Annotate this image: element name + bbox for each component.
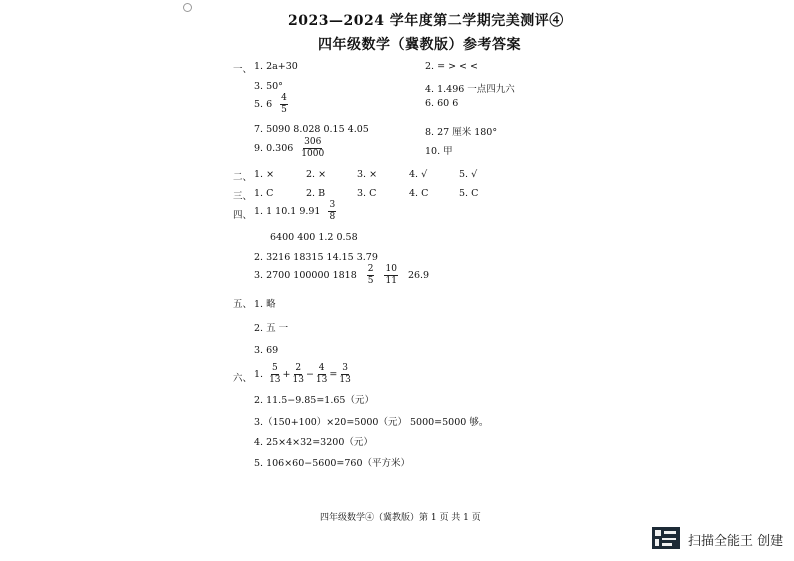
s1-q3: 3. 50°: [254, 81, 283, 92]
operator-equals: =: [329, 369, 338, 380]
s4-q3: [254, 264, 429, 287]
fraction-numerator: 5: [271, 363, 278, 373]
scanner-logo-icon: [652, 527, 680, 549]
s3-item: 1. C: [254, 188, 274, 199]
operator-plus: +: [282, 369, 291, 380]
s6-q5: 5. 106×60−5600=760（平方米）: [254, 458, 410, 469]
s1-q5: [254, 93, 288, 116]
s1-q8: 8. 27 厘米 180°: [425, 127, 498, 138]
s1-q9-fraction: [301, 137, 324, 160]
s4-q3-fraction-1: [367, 264, 375, 287]
fraction-denominator: 13: [292, 375, 304, 385]
s6-q1-fraction-c: [316, 363, 327, 386]
s2-item: 5. √: [459, 169, 478, 180]
section-2-label: 二、: [233, 172, 253, 183]
s6-q2: 2. 11.5−9.85=1.65（元）: [254, 395, 374, 406]
s1-q2: 2. = > < <: [425, 61, 478, 72]
fraction-denominator: 5: [367, 276, 374, 286]
s2-item: 3. ×: [357, 169, 378, 180]
s6-q1-fraction-b: [293, 363, 304, 386]
s1-q9: [254, 137, 324, 160]
s2-item: 2. ×: [306, 169, 327, 180]
s1-q6: 6. 60 6: [425, 98, 459, 109]
fraction-denominator: 13: [339, 375, 351, 385]
s5-q1: 1. 略: [254, 299, 276, 310]
section-3-label: 三、: [233, 191, 253, 202]
section-5-label: 五、: [233, 299, 253, 310]
s4-q3-suffix: 26.9: [407, 270, 430, 281]
fraction-numerator: 2: [367, 264, 374, 274]
s6-q4: 4. 25×4×32=3200（元）: [254, 437, 373, 448]
s2-item: 4. √: [409, 169, 428, 180]
s4-q1-row2: 6400 400 1.2 0.58: [270, 232, 358, 243]
section-1-label: 一、: [233, 64, 253, 75]
s5-q2: 2. 五 一: [254, 323, 289, 334]
fraction-numerator: 4: [318, 363, 325, 373]
fraction-numerator: 3: [342, 363, 348, 373]
s6-q1-fraction-d: [339, 363, 350, 386]
s4-q3-prefix: 3. 2700 100000 1818: [254, 270, 357, 281]
page-footer: 四年级数学④（冀教版）第 1 页 共 1 页: [320, 513, 481, 523]
s3-item: 2. B: [306, 188, 326, 199]
fraction-denominator: 13: [315, 375, 328, 385]
s5-q3: 3. 69: [254, 345, 279, 356]
s4-q1: [254, 200, 336, 223]
fraction-numerator: 4: [281, 93, 287, 103]
s4-q2: 2. 3216 18315 14.15 3.79: [254, 252, 378, 263]
s1-q9-prefix: 9. 0.306: [254, 143, 294, 154]
s6-q3: 3.（150+100）×20=5000（元） 5000=5000 够。: [254, 417, 489, 428]
page-subtitle: 四年级数学（冀教版）参考答案: [318, 37, 521, 53]
s1-q10: 10. 甲: [425, 146, 453, 157]
s4-q3-fraction-2: [384, 264, 397, 287]
s1-q5-fraction: [280, 93, 288, 116]
s1-q5-prefix: 5. 6: [254, 99, 273, 110]
s4-q1-fraction: [328, 200, 336, 223]
fraction-denominator: 8: [329, 212, 336, 222]
s2-item: 1. ×: [254, 169, 275, 180]
s6-q1-number: 1.: [254, 369, 264, 380]
s6-q1-fraction-a: [269, 363, 280, 386]
operator-minus: −: [305, 369, 314, 380]
fraction-denominator: 5: [281, 105, 287, 115]
s3-item: 4. C: [409, 188, 429, 199]
fraction-numerator: 306: [304, 137, 322, 147]
fraction-numerator: 2: [295, 363, 302, 373]
s1-q1: 1. 2a+30: [254, 61, 298, 72]
s1-q4: 4. 1.496 一点四九六: [425, 84, 515, 95]
corner-mark: [183, 3, 192, 12]
s1-q7: 7. 5090 8.028 0.15 4.05: [254, 124, 369, 135]
page-title: 2023—2024 学年度第二学期完美测评④: [288, 13, 564, 29]
watermark-text: 扫描全能王 创建: [688, 534, 784, 549]
s3-item: 5. C: [459, 188, 479, 199]
section-6-label: 六、: [233, 373, 253, 384]
fraction-denominator: 13: [269, 375, 281, 385]
fraction-denominator: 11: [385, 276, 397, 286]
fraction-numerator: 10: [385, 264, 397, 274]
s3-item: 3. C: [357, 188, 377, 199]
fraction-numerator: 3: [329, 200, 336, 210]
section-4-label: 四、: [233, 210, 253, 221]
s6-q1: [254, 363, 351, 386]
s4-q1-prefix: 1. 1 10.1 9.91: [254, 206, 321, 217]
fraction-denominator: 1000: [301, 149, 325, 159]
